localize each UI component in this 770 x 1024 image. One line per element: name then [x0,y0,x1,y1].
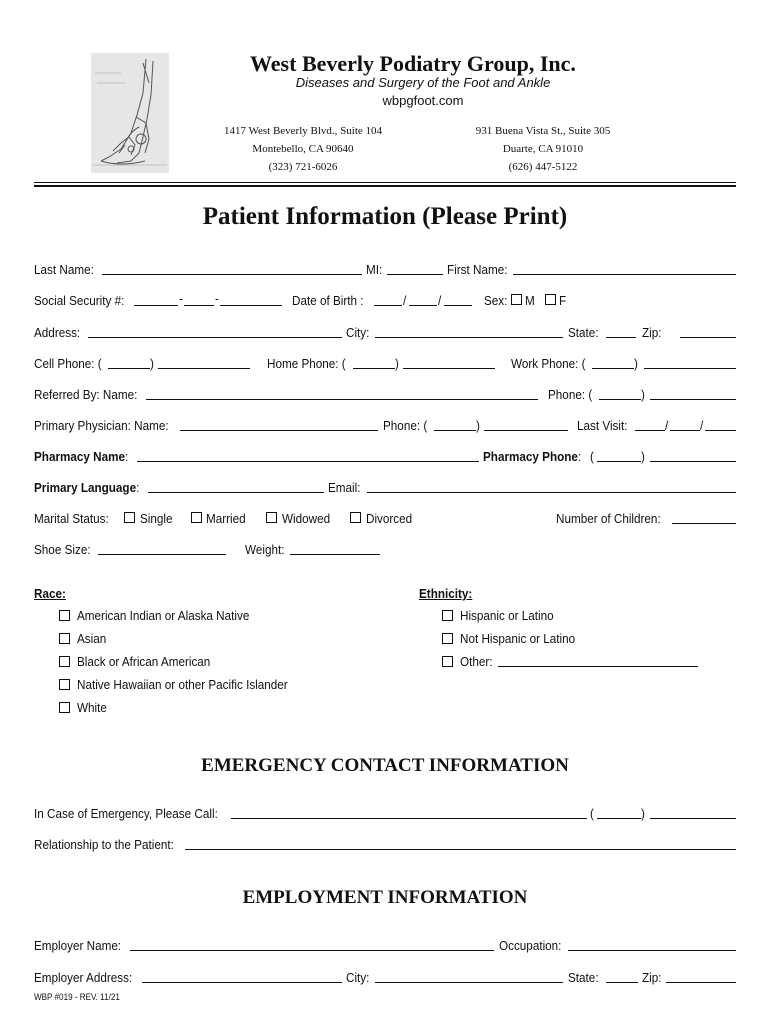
sex-male-label: M [525,293,535,308]
weight-label: Weight: [245,542,285,557]
employer-zip-field[interactable] [666,982,736,983]
marital-single-label: Single [140,511,173,526]
occupation-field[interactable] [568,950,736,951]
last-visit-slash-1: / [665,418,669,433]
zip-label: Zip: [642,325,662,340]
header-divider-thick [34,185,736,187]
employer-name-field[interactable] [130,950,494,951]
sex-female-label: F [559,293,567,308]
ethnicity-option-label: Other: [460,654,493,669]
ethnicity-option-label: Hispanic or Latino [460,608,554,623]
home-phone-field[interactable] [403,368,495,369]
primary-language-group [34,480,139,495]
company-name: West Beverly Podiatry Group, Inc. [250,51,576,76]
pharmacy-phone-colon: : [577,449,582,464]
primary-language-field[interactable] [148,492,324,493]
mi-label: MI: [366,262,383,277]
foot-anatomy-logo [91,53,169,173]
address-label: Address: [34,325,81,340]
office1-phone: (323) 721-6026 [268,161,338,173]
form-id: WBP #019 - REV. 11/21 [34,992,120,1002]
last-visit-slash-2: / [700,418,704,433]
primary-physician-label: Primary Physician: Name: [34,418,169,433]
children-field[interactable] [672,523,736,524]
ssn-label: Social Security #: [34,293,125,308]
employer-address-field[interactable] [142,982,342,983]
emergency-call-label: In Case of Emergency, Please Call: [34,806,218,821]
office-address-montebello [208,122,398,176]
last-visit-year-field[interactable] [705,430,736,431]
home-phone-area-field[interactable] [353,368,395,369]
marital-divorced-checkbox[interactable] [350,512,361,523]
ssn-dash-2: - [215,291,219,306]
ssn-field-3[interactable] [220,305,282,306]
pharmacy-name-field[interactable] [137,461,479,462]
race-option-label: American Indian or Alaska Native [77,608,250,623]
relationship-label: Relationship to the Patient: [34,837,174,852]
shoe-size-field[interactable] [98,554,226,555]
marital-single-checkbox[interactable] [124,512,135,523]
employer-state-field[interactable] [606,982,638,983]
primary-physician-field[interactable] [180,430,378,431]
cell-phone-paren: ) [150,356,154,371]
dob-year-field[interactable] [444,305,472,306]
employment-section-title: EMPLOYMENT INFORMATION [242,887,528,908]
cell-phone-label: Cell Phone: ( [34,356,102,371]
ethnicity-checkbox[interactable] [442,656,453,667]
employer-address-label: Employer Address: [34,970,133,985]
primary-language-colon: : [136,480,140,495]
state-label: State: [568,325,599,340]
employer-name-label: Employer Name: [34,938,122,953]
pharmacy-name-group [34,449,128,464]
sex-label: Sex: [484,293,508,308]
work-phone-label: Work Phone: ( [511,356,586,371]
referred-phone-field[interactable] [650,399,736,400]
ethnicity-checkbox[interactable] [442,610,453,621]
employer-state-label: State: [568,970,599,985]
pharmacy-phone-paren-open: ( [590,449,594,464]
pharmacy-phone-group [483,449,581,464]
race-label: Race: [34,586,66,601]
emergency-paren-open: ( [590,806,594,821]
form-title: Patient Information (Please Print) [202,203,568,230]
dob-slash-1: / [403,293,407,308]
ethnicity-checkbox[interactable] [442,633,453,644]
zip-field[interactable] [680,337,736,338]
marital-married-label: Married [206,511,246,526]
marital-status-label: Marital Status: [34,511,109,526]
home-phone-label: Home Phone: ( [267,356,346,371]
ethnicity-label: Ethnicity: [419,586,473,601]
emergency-phone-field[interactable] [650,818,736,819]
sex-male-checkbox[interactable] [511,294,522,305]
office2-city: Duarte, CA 91010 [502,143,584,155]
physician-phone-field[interactable] [484,430,568,431]
primary-language-label: Primary Language [34,480,137,495]
children-label: Number of Children: [556,511,661,526]
referred-phone-label: Phone: ( [548,387,593,402]
state-field[interactable] [606,337,636,338]
race-option-label: Native Hawaiian or other Pacific Islander [77,677,288,692]
home-phone-paren: ) [395,356,399,371]
race-checkbox[interactable] [59,633,70,644]
shoe-size-label: Shoe Size: [34,542,91,557]
referred-phone-paren: ) [641,387,645,402]
emergency-paren-close: ) [641,806,645,821]
company-tagline: Diseases and Surgery of the Foot and Ankle [295,75,551,90]
emergency-contact-name-field[interactable] [231,818,587,819]
dob-label: Date of Birth : [292,293,364,308]
sex-female-checkbox[interactable] [545,294,556,305]
race-checkbox[interactable] [59,679,70,690]
ssn-dash-1: - [179,291,183,306]
first-name-label: First Name: [447,262,508,277]
race-option-label: Black or African American [77,654,211,669]
header-divider [34,182,736,183]
race-checkbox[interactable] [59,610,70,621]
relationship-field[interactable] [185,849,736,850]
last-visit-label: Last Visit: [577,418,628,433]
ssn-field-1[interactable] [134,305,178,306]
race-option-label: White [77,700,107,715]
referred-phone-area-field[interactable] [599,399,641,400]
physician-phone-paren: ) [476,418,480,433]
marital-divorced-label: Divorced [366,511,413,526]
race-checkbox[interactable] [59,702,70,713]
last-visit-month-field[interactable] [635,430,665,431]
city-label: City: [346,325,370,340]
physician-phone-label: Phone: ( [383,418,428,433]
city-field[interactable] [375,337,563,338]
work-phone-area-field[interactable] [592,368,634,369]
dob-month-field[interactable] [374,305,402,306]
pharmacy-phone-field[interactable] [650,461,736,462]
ethnicity-option-label: Not Hispanic or Latino [460,631,576,646]
email-label: Email: [328,480,361,495]
dob-day-field[interactable] [409,305,437,306]
emergency-section-title: EMERGENCY CONTACT INFORMATION [201,755,569,776]
mi-field[interactable] [387,274,443,275]
office2-phone: (626) 447-5122 [508,161,578,173]
physician-phone-area-field[interactable] [434,430,476,431]
marital-married-checkbox[interactable] [191,512,202,523]
work-phone-field[interactable] [644,368,736,369]
marital-widowed-label: Widowed [282,511,331,526]
weight-field[interactable] [290,554,380,555]
dob-slash-2: / [438,293,442,308]
office1-street: 1417 West Beverly Blvd., Suite 104 [223,125,383,137]
referred-by-field[interactable] [146,399,538,400]
employer-city-label: City: [346,970,370,985]
first-name-field[interactable] [513,274,736,275]
ssn-field-2[interactable] [184,305,214,306]
work-phone-paren: ) [634,356,638,371]
occupation-label: Occupation: [499,938,562,953]
office2-street: 931 Buena Vista St., Suite 305 [475,125,611,137]
last-name-field[interactable] [102,274,362,275]
office1-city: Montebello, CA 90640 [252,143,354,155]
cell-phone-area-field[interactable] [108,368,150,369]
pharmacy-phone-paren: ) [641,449,645,464]
employer-city-field[interactable] [375,982,563,983]
address-field[interactable] [88,337,342,338]
company-website[interactable]: wbpgfoot.com [382,93,464,108]
office-address-duarte [448,122,638,176]
emergency-phone-area-field[interactable] [597,818,641,819]
marital-widowed-checkbox[interactable] [266,512,277,523]
referred-by-label: Referred By: Name: [34,387,138,402]
ethnicity-other-field[interactable] [498,666,698,667]
email-field[interactable] [367,492,736,493]
pharmacy-name-label: Pharmacy Name [34,449,126,464]
last-visit-day-field[interactable] [670,430,700,431]
race-checkbox[interactable] [59,656,70,667]
employer-zip-label: Zip: [642,970,662,985]
pharmacy-phone-label: Pharmacy Phone [483,449,578,464]
race-option-label: Asian [77,631,107,646]
pharmacy-name-colon: : [125,449,129,464]
cell-phone-field[interactable] [158,368,250,369]
last-name-label: Last Name: [34,262,94,277]
pharmacy-phone-area-field[interactable] [597,461,641,462]
